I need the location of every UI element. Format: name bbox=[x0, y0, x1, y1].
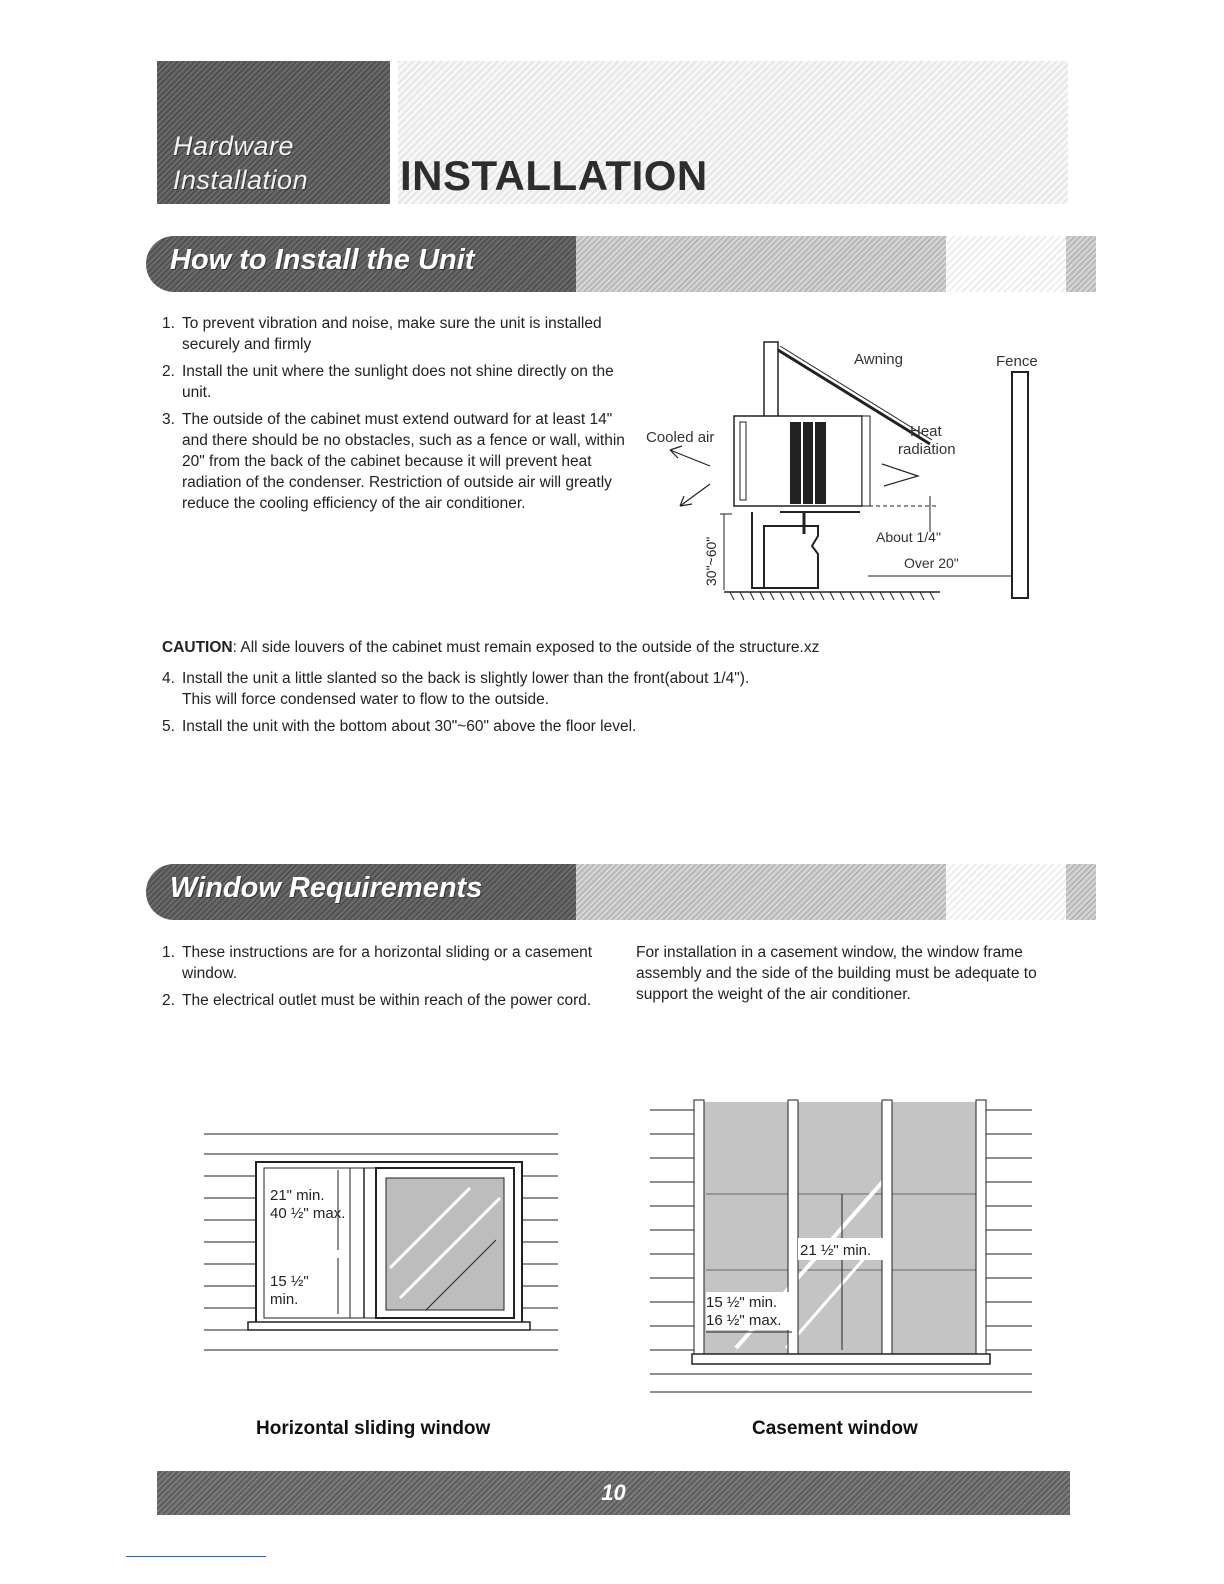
cooled-air-label: Cooled air bbox=[646, 429, 715, 446]
section-banner-window bbox=[146, 864, 1066, 920]
list-item: 1. To prevent vibration and noise, make sure the unit is installed securely and firmly bbox=[162, 315, 602, 353]
c-dim2-a: 15 ½" min. bbox=[706, 1294, 778, 1311]
h-dim1-b: 40 ½" max. bbox=[270, 1205, 346, 1222]
h-dim2-b: min. bbox=[270, 1291, 299, 1308]
c-dim2-b: 16 ½" max. bbox=[706, 1312, 782, 1329]
section-title-install: How to Install the Unit bbox=[170, 244, 475, 276]
list-item: 4. Install the unit a little slanted so the back is slightly lower than the front(about 1/4"). This will force condensed water to flow to the outside. bbox=[162, 670, 750, 708]
list-item: 1. These instructions are for a horizontal sliding or a casement window. bbox=[162, 944, 593, 982]
page-number: 10 bbox=[601, 1480, 626, 1505]
header-section-line1: Hardware bbox=[173, 131, 295, 161]
casement-note: For installation in a casement window, the window frame assembly and the side of the building must be adequate to support the weight of the air conditioner. bbox=[636, 944, 1037, 1003]
height-label: 30"~60" bbox=[703, 536, 719, 586]
list-item: 3. The outside of the cabinet must extend outward for at least 14" and there should be no obstacles, such as a fence or wall, within 20" from the back of the cabinet because it will prevent heat radiation of the condenser. Restriction of outside air will greatly reduce the cooling efficiency of the air conditioner. bbox=[162, 411, 625, 512]
horizontal-window-caption: Horizontal sliding window bbox=[256, 1418, 491, 1439]
install-clearance-diagram bbox=[640, 336, 1060, 606]
casement-window-diagram bbox=[646, 1098, 1038, 1398]
h-dim1-a: 21" min. bbox=[270, 1187, 325, 1204]
header-section-block bbox=[157, 61, 390, 204]
page-title: INSTALLATION bbox=[400, 152, 708, 199]
awning-label: Awning bbox=[854, 351, 903, 368]
section-banner-install bbox=[146, 236, 1066, 292]
list-item: 2. The electrical outlet must be within reach of the power cord. bbox=[162, 992, 592, 1009]
install-steps-list-2 bbox=[162, 668, 1062, 743]
c-dim1: 21 ½" min. bbox=[800, 1242, 872, 1259]
radiation-label: radiation bbox=[898, 441, 956, 458]
about-label: About 1/4" bbox=[876, 529, 941, 545]
list-item: 2. Install the unit where the sunlight does not shine directly on the unit. bbox=[162, 363, 614, 401]
page-footer bbox=[157, 1471, 1070, 1515]
caution-label: CAUTION bbox=[162, 639, 233, 656]
window-steps-list bbox=[162, 942, 602, 1017]
caution-note: CAUTION: All side louvers of the cabinet must remain exposed to the outside of the structure.xz bbox=[162, 639, 820, 656]
install-steps-list bbox=[162, 313, 632, 520]
h-dim2-a: 15 ½" bbox=[270, 1273, 309, 1290]
heat-label: Heat bbox=[910, 423, 942, 440]
footer-divider bbox=[126, 1556, 266, 1557]
section-title-window: Window Requirements bbox=[170, 872, 483, 904]
fence-label: Fence bbox=[996, 353, 1038, 370]
header-section-line2: Installation bbox=[173, 165, 309, 195]
over-label: Over 20" bbox=[904, 555, 959, 571]
casement-window-caption: Casement window bbox=[752, 1418, 918, 1439]
horizontal-window-diagram bbox=[200, 1128, 562, 1358]
list-item: 5. Install the unit with the bottom about 30"~60" above the floor level. bbox=[162, 718, 637, 735]
